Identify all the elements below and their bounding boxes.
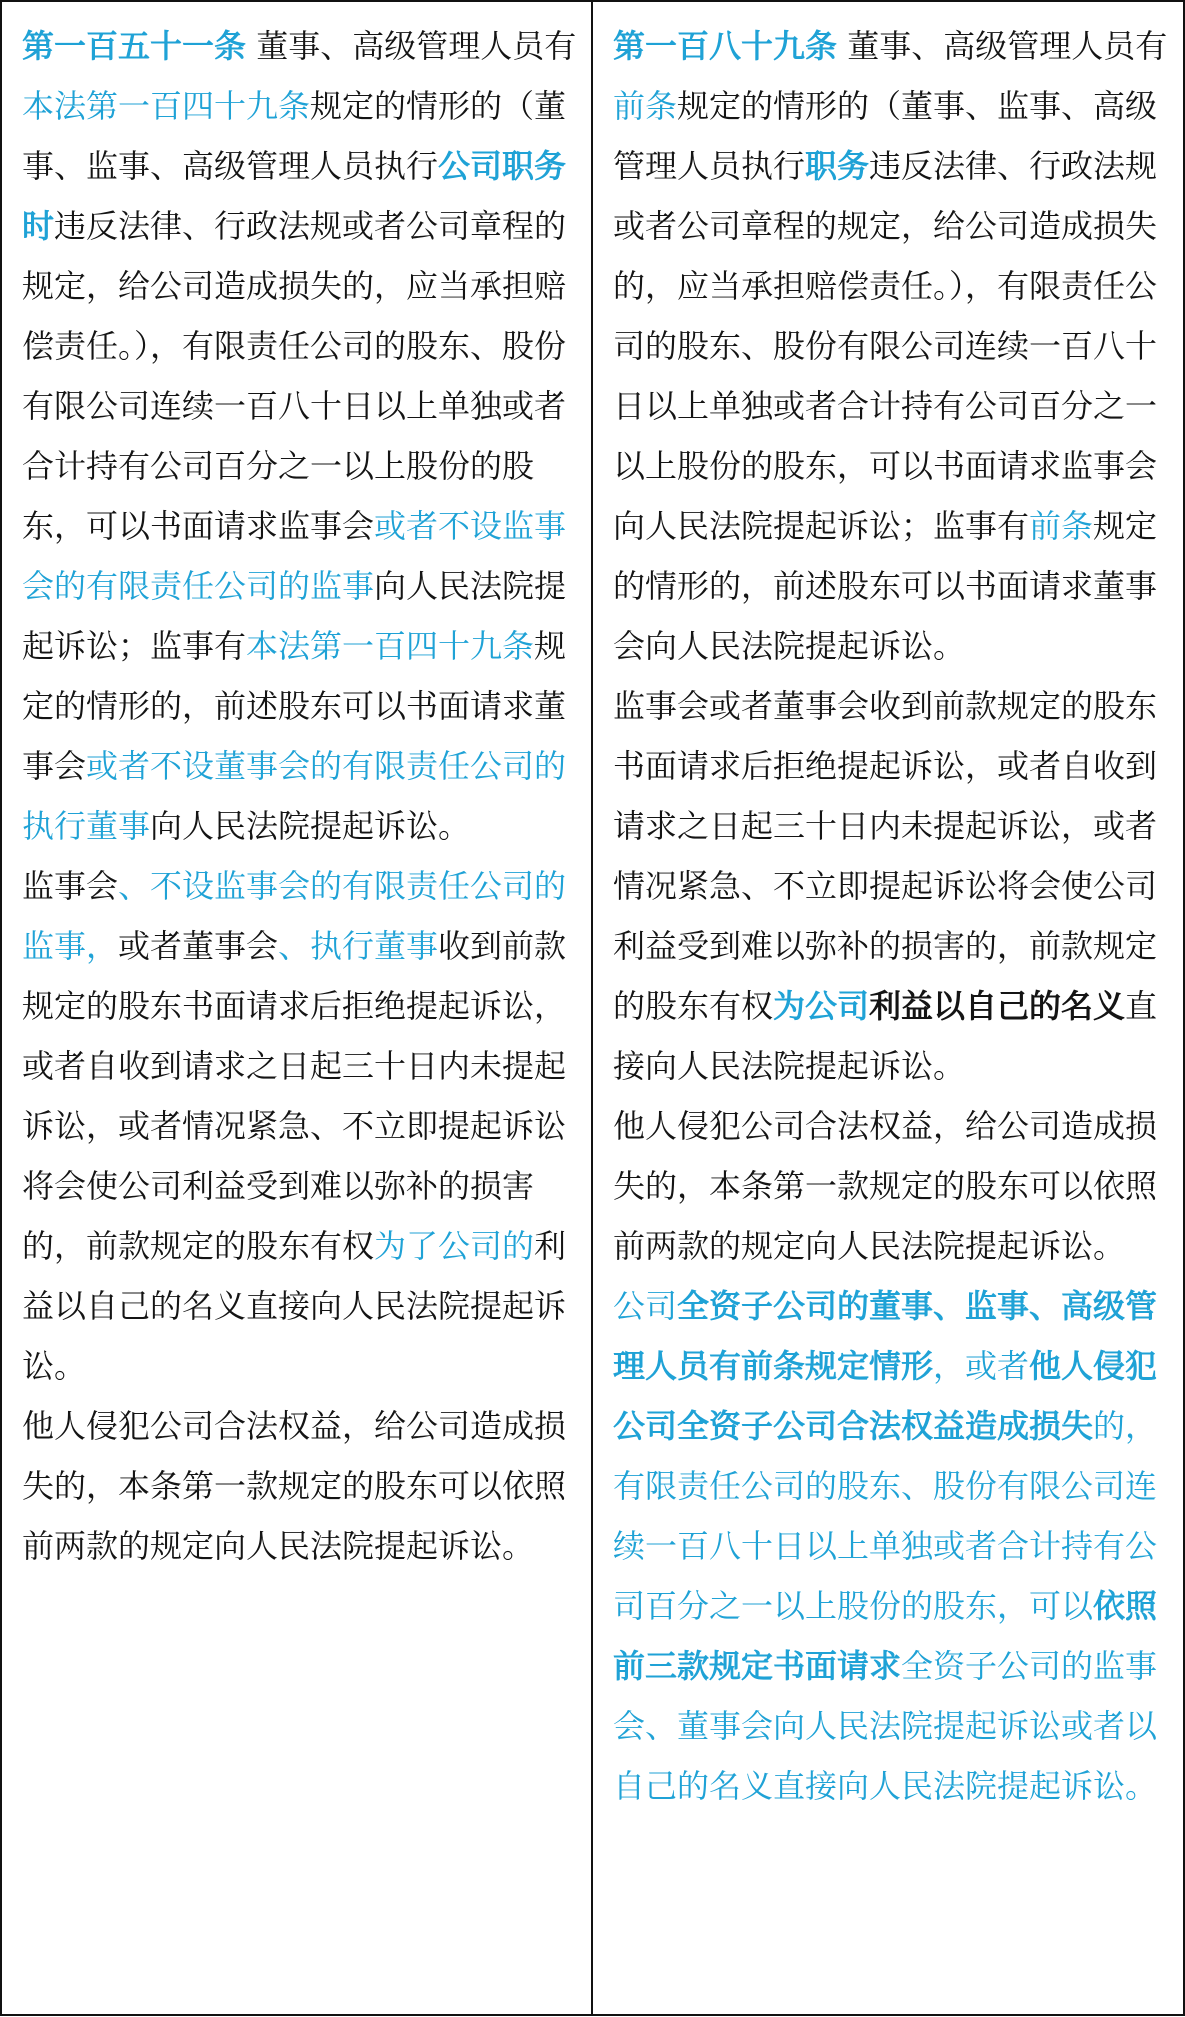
- right-text: 违反法律、行政法规或者公司章程的规定，给公司造成损失的，应当承担赔偿责任。），有限责任公司的股东、股份有限公司连续一百八十日以上单独或者合计持有公司百分之一以上股份的股东，可以书面请求监事会向人民法院提起诉讼；监事有: [613, 147, 1158, 545]
- right-text: 监事会或者董事会收到前款规定的股东书面请求后拒绝提起诉讼，或者自收到请求之日起三十日内未提起诉讼，或者情况紧急、不立即提起诉讼将会使公司利益受到难以弥补的损害的，前款规定的股东有权: [613, 687, 1158, 1025]
- right-highlight: 公司: [613, 1287, 678, 1325]
- left-text: 董事、高级管理人员有: [246, 27, 577, 65]
- left-text: 他人侵犯公司合法权益，给公司造成损失的，本条第一款规定的股东可以依照前两款的规定向人民法院提起诉讼。: [22, 1407, 567, 1565]
- left-highlight: 本法第一百四十九条: [22, 87, 311, 125]
- left-paragraph-1: [22, 16, 577, 856]
- left-text: 监事会: [22, 867, 119, 905]
- left-highlight: 、不设监事会的有限责任公司的监事，: [22, 867, 567, 965]
- right-highlight: ，或者: [933, 1347, 1030, 1385]
- right-paragraph-1: [613, 16, 1169, 676]
- left-paragraph-3: [22, 1396, 577, 1576]
- left-text: 向人民法院提起诉讼；监事有: [22, 567, 567, 665]
- right-highlight-bold: 职务: [805, 147, 870, 185]
- right-highlight-bold: 他人侵犯公司全资子公司合法权益造成损失: [613, 1347, 1158, 1445]
- left-text: 利益以自己的名义直接向人民法院提起诉讼。: [22, 1227, 567, 1385]
- right-highlight: 的，有限责任公司的股东、股份有限公司连续一百八十日以上单独或者合计持有公司百分之一以上股份的股东，可以: [613, 1407, 1158, 1625]
- left-article-number: 第一百五十一条: [22, 27, 247, 65]
- left-highlight: 、执行董事: [278, 927, 439, 965]
- right-text: 直接向人民法院提起诉讼。: [613, 987, 1158, 1085]
- left-paragraph-2: [22, 856, 577, 1396]
- left-highlight: 或者不设董事会的有限责任公司的执行董事: [22, 747, 567, 845]
- left-text: 或者董事会: [118, 927, 279, 965]
- right-text: 规定的情形的（董事、监事、高级管理人员执行: [613, 87, 1158, 185]
- right-text: 董事、高级管理人员有: [837, 27, 1168, 65]
- right-highlight: 前条: [613, 87, 678, 125]
- right-paragraph-2: [613, 676, 1169, 1096]
- right-article-number: 第一百八十九条: [613, 27, 838, 65]
- left-text: 向人民法院提起诉讼。: [150, 807, 471, 845]
- right-highlight: 前条: [1029, 507, 1094, 545]
- right-bold: 利益以自己的名义: [869, 987, 1126, 1025]
- left-column-article-151: [2, 2, 593, 2014]
- right-highlight: 全资子公司的监事会、董事会向人民法院提起诉讼或者以自己的名义直接向人民法院提起诉讼。: [613, 1647, 1158, 1805]
- left-text: 规定的情形的（董事、监事、高级管理人员执行: [22, 87, 567, 185]
- right-column-article-189: [593, 2, 1183, 2014]
- right-highlight-bold: 为公司: [773, 987, 870, 1025]
- left-text: 收到前款规定的股东书面请求后拒绝提起诉讼，或者自收到请求之日起三十日内未提起诉讼，或者情况紧急、不立即提起诉讼将会使公司利益受到难以弥补的损害的，前款规定的股东有权: [22, 927, 567, 1265]
- left-highlight-bold: 公司职务时: [22, 147, 567, 245]
- right-highlight-bold: 全资子公司的董事、监事、高级管理人员有前条规定情形: [613, 1287, 1158, 1385]
- left-text: 违反法律、行政法规或者公司章程的规定，给公司造成损失的，应当承担赔偿责任。），有限责任公司的股东、股份有限公司连续一百八十日以上单独或者合计持有公司百分之一以上股份的股东，可以书面请求监事会: [22, 207, 567, 545]
- right-text: 他人侵犯公司合法权益，给公司造成损失的，本条第一款规定的股东可以依照前两款的规定向人民法院提起诉讼。: [613, 1107, 1158, 1265]
- left-text: 规定的情形的，前述股东可以书面请求董事会: [22, 627, 567, 785]
- right-paragraph-4: [613, 1276, 1169, 1816]
- right-highlight-bold: 依照前三款规定书面请求: [613, 1587, 1158, 1685]
- right-paragraph-3: [613, 1096, 1169, 1276]
- right-text: 规定的情形的，前述股东可以书面请求董事会向人民法院提起诉讼。: [613, 507, 1158, 665]
- left-highlight: 或者不设监事会的有限责任公司的监事: [22, 507, 567, 605]
- left-highlight: 本法第一百四十九条: [246, 627, 535, 665]
- left-highlight: 为了公司的: [374, 1227, 535, 1265]
